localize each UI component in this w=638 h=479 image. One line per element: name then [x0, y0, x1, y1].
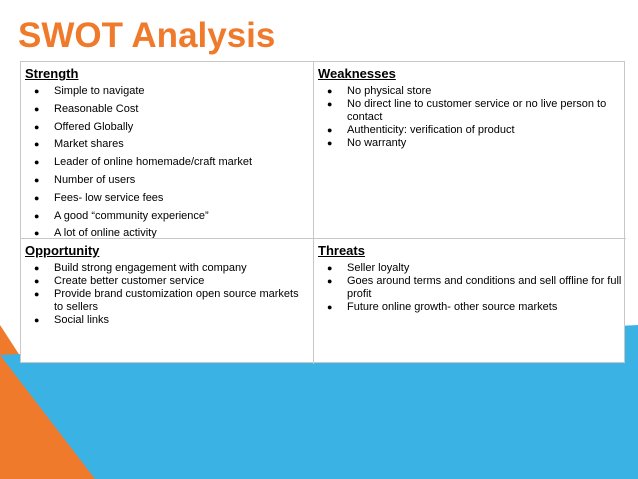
list-item: ● No warranty [327, 137, 622, 150]
slide-title: SWOT Analysis [18, 16, 276, 55]
strength-heading: Strength [25, 66, 79, 81]
list-item: ● A good “community experience” [34, 210, 309, 223]
list-item: ● Authenticity: verification of product [327, 124, 622, 137]
weaknesses-list [318, 85, 622, 150]
opportunity-heading: Opportunity [25, 243, 100, 258]
strength-list [25, 85, 309, 239]
list-item: ● Social links [34, 314, 309, 327]
list-item: ● Fees- low service fees [34, 192, 309, 205]
threats-cell [314, 239, 626, 364]
swot-table [20, 61, 625, 363]
list-item: ● Seller loyalty [327, 262, 622, 275]
list-item: ● Leader of online homemade/craft market [34, 156, 309, 169]
list-item: ● Simple to navigate [34, 85, 309, 98]
list-item: ● Reasonable Cost [34, 103, 309, 116]
opportunity-list [25, 262, 309, 327]
threats-list [318, 262, 622, 314]
weaknesses-heading: Weaknesses [318, 66, 396, 81]
list-item: ● Provide brand customization open source markets to sellers [34, 288, 309, 314]
list-item: ● Future online growth- other source markets [327, 301, 622, 314]
list-item: ● Number of users [34, 174, 309, 187]
weaknesses-cell [314, 62, 626, 239]
list-item: ● Market shares [34, 138, 309, 151]
opportunity-cell [21, 239, 314, 364]
strength-cell [21, 62, 314, 239]
threats-heading: Threats [318, 243, 365, 258]
list-item: ● Goes around terms and conditions and sell offline for full profit [327, 275, 622, 301]
list-item: ● Create better customer service [34, 275, 309, 288]
list-item: ● Offered Globally [34, 121, 309, 134]
list-item: ● Build strong engagement with company [34, 262, 309, 275]
list-item: ● No physical store [327, 85, 622, 98]
list-item: ● No direct line to customer service or no live person to contact [327, 98, 622, 124]
list-item: ● A lot of online activity [34, 227, 309, 239]
